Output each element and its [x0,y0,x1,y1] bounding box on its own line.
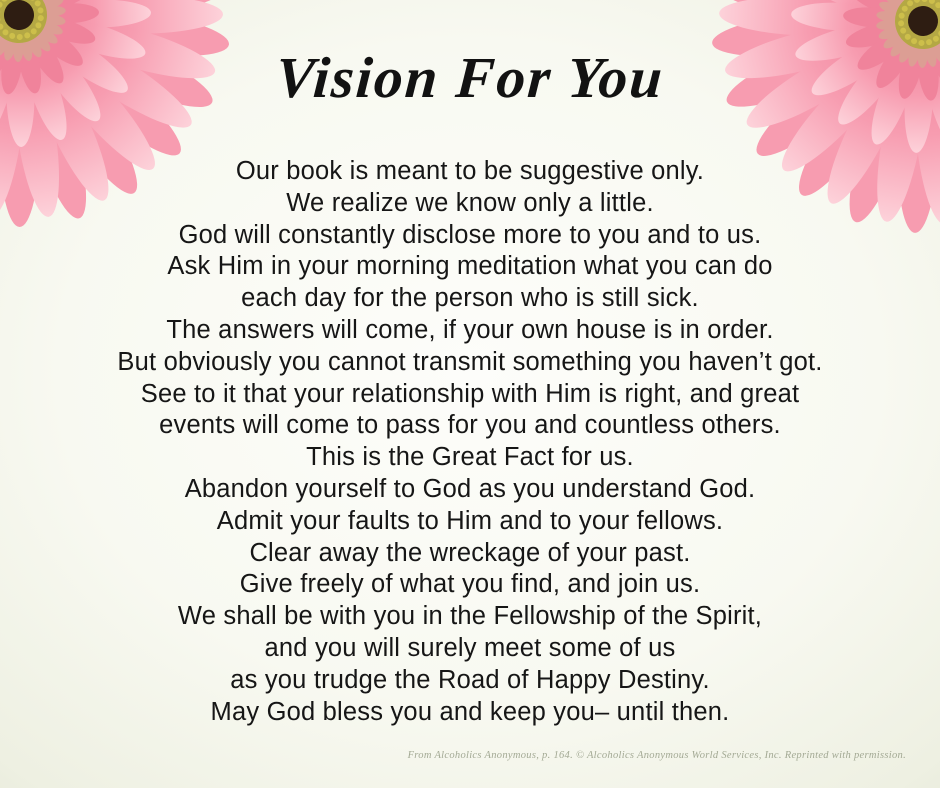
quote-line: See to it that your relationship with Him is right, and great [140,379,800,408]
quote-line: We realize we know only a little. [286,188,654,217]
quote-line: May God bless you and keep you– until then. [210,697,730,726]
quote-line: God will constantly disclose more to you and to us. [178,220,762,249]
attribution-text: From Alcoholics Anonymous, p. 164. © Alcoholics Anonymous World Services, Inc. Reprinted with permission. [407,750,906,761]
quote-line: each day for the person who is still sick. [241,284,699,313]
quote-line: Ask Him in your morning meditation what you can do [167,252,773,281]
quote-line: Give freely of what you find, and join us. [239,570,701,599]
quote-line: But obviously you cannot transmit something you haven’t got. [117,347,823,376]
quote-line: as you trudge the Road of Happy Destiny. [230,665,710,694]
quote-line: Abandon yourself to God as you understand God. [184,474,756,503]
page-title: Vision For You [273,45,667,110]
quote-line: We shall be with you in the Fellowship of the Spirit, [177,602,763,631]
quote-line: and you will surely meet some of us [264,633,676,662]
quote-line: The answers will come, if your own house is in order. [166,315,774,344]
quote-body [0,156,940,728]
quote-line: events will come to pass for you and countless others. [159,411,781,440]
quote-line: This is the Great Fact for us. [306,443,634,472]
quote-line: Admit your faults to Him and to your fellows. [216,506,724,535]
quote-line: Our book is meant to be suggestive only. [235,157,705,185]
quote-line: Clear away the wreckage of your past. [249,538,691,567]
